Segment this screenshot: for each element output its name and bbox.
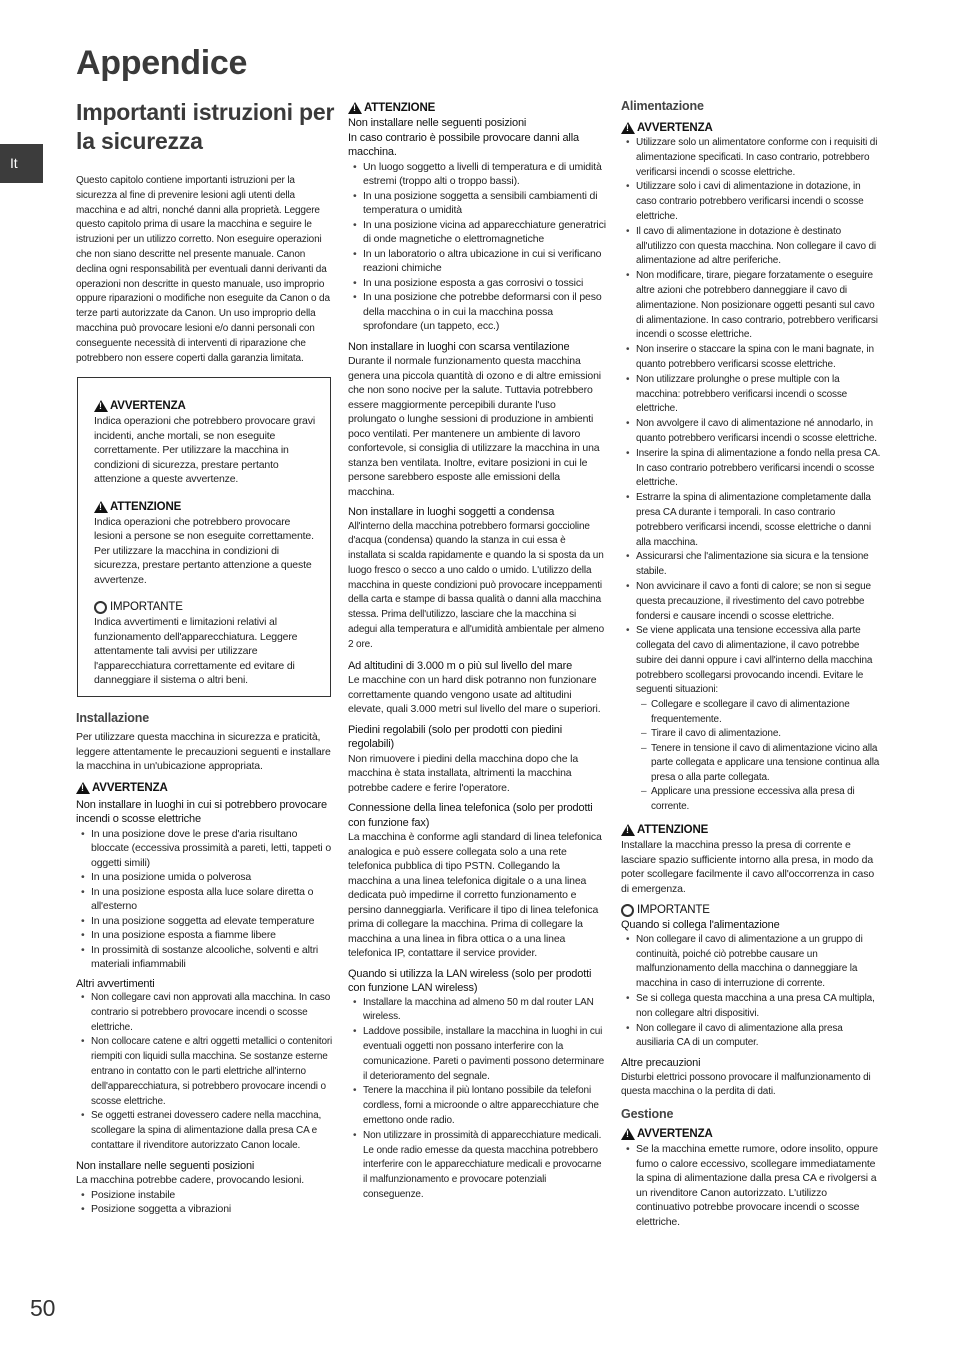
tel-text: La macchina è conforme agli standard di linea telefonica analogica e può essere collegata solo a una rete telefonica pubblica di tipo PSTN. Collegando la macchina a una linea telefonica digitale o a una linea dedicata può impedirne il corretto funzionamento e persino danneggiarla. Verificare il tipo di linea telefonica prima di collegare la macchina. Prima di collegare la macchina a una linea in fibra ottica o a una linea telefonica IP, contattare il service provider. [348,831,602,960]
list-item: • Non collegare il cavo di alimentazione a un gruppo di continuità, poiché ciò potrebbe causare un malfunzionamento della macchina o danneggiare la macchina in caso di interruzione di corrente. [621,933,881,992]
list-item: • Utilizzare solo un alimentatore conforme con i requisiti di alimentazione specificati. In caso contrario, potrebbero verificarsi incendi o scosse elettriche. [621,136,881,180]
vent-text: Durante il normale funzionamento questa macchina genera una piccola quantità di ozono e di altre emissioni che non sono nocive per la salute. Tuttavia potrebbero essere maggiormente percepibili durante l'uso prolungato o lunghe sessioni di produzione in ambienti poco ventilati. Per mantenere un ambiente di lavoro confortevole, si consiglia di utilizzare la macchina in una stanza ben ventilata. Inoltre, evitare posizioni in cui le persone sarebbero esposte alle emissioni della macchina. [348,355,601,498]
altre-heading: Altre precauzioni [621,1057,701,1070]
language-tab[interactable]: It [0,144,43,183]
altri-heading: Altri avvertimenti [76,977,155,990]
alimentazione-heading: Alimentazione [621,99,704,113]
list-item: • In un laboratorio o altra ubicazione in cui si verificano reazioni chimiche [348,247,606,276]
imp-list [621,933,881,1051]
piedi-text: Non rimuovere i piedini della macchina dopo che la macchina è stata installata, altrimenti la macchina potrebbe cadere e ferire l'operatore. [348,752,579,794]
section-title: Importanti istruzioni per la sicurezza [76,99,335,154]
legend-important-heading: IMPORTANTE [94,599,318,615]
noinst-text: La macchina potrebbe cadere, provocando lesioni. [76,1174,305,1187]
caution-icon [94,501,108,513]
cond-text: All'interno della macchina potrebbero formarsi goccioline d'acqua (condensa) quando la stanza in cui essa è installata si scalda rapidamente e quando la si sposta da un luogo fresco o secco a uno caldo o umido. L'utilizzo della macchina in queste condizioni può provocare inceppamenti della carta e stampe di bassa qualità o danni alla macchina stessa. Prima dell'utilizzo, lasciare che la macchina si adegui alla temperatura e all'umidità ambientale per almeno 2 ore. [348,520,604,650]
list-item: • Non avvicinare il cavo a fonti di calore; se non si segue questa precauzione, il rivestimento del cavo potrebbe fondersi e causare incendi o scosse elettriche. [621,580,881,624]
list-item: • Assicurarsi che l'alimentazione sia sicura e la tensione stabile. [621,550,881,580]
installazione-text: Per utilizzare questa macchina in sicurezza e praticità, leggere attentamente le precauzioni seguenti e installare la macchina in un'ubicazione appropriata. [76,731,331,772]
gestione-heading: Gestione [621,1107,674,1122]
list-item: • In una posizione soggetta a sensibili cambiamenti di temperatura o umidità [348,189,606,218]
col1-warning-heading: ! AVVERTENZA [76,780,334,796]
list-item: • Se viene applicata una tensione eccessiva alla parte collegata del cavo di alimentazione, il cavo potrebbe subire dei danni oppure i cavi all'interno della macchina potrebbero scollegarsi provocando incendi. Evitare le seguenti situazioni: [621,624,881,698]
legend-caution-heading: ! ATTENZIONE [94,499,318,515]
vent-heading: Non installare in luoghi con scarsa ventilazione [348,340,570,353]
col2-caution-list [348,160,606,334]
warning-icon [621,1128,635,1140]
col3-caution-heading: ! ATTENZIONE [621,822,881,838]
col1-warning-lead: Non installare in luoghi in cui si potrebbero provocare incendi o scosse elettriche [76,798,328,825]
list-item: • Se oggetti estranei dovessero cadere nella macchina, scollegare la spina di alimentazione dalla presa CA e contattare il rivenditore autorizzato Canon locale. [76,1109,334,1153]
list-item: • In una posizione umida o polverosa [76,870,334,885]
caution-icon [348,102,362,114]
list-item: • Se la macchina emette rumore, odore insolito, oppure fumo o calore eccessivo, scollegare immediatamente la spina di alimentazione dalla presa CA e rivolgersi a un rivenditore Canon autorizzato. L'utilizzo continuativo potrebbe provocare incendi o scosse elettriche. [621,1142,881,1229]
legend-box [77,377,331,697]
list-item: – Tirare il cavo di alimentazione. [636,727,881,742]
column-2 [348,94,606,1244]
list-item: – Collegare e scollegare il cavo di alimentazione frequentemente. [636,698,881,727]
legend-warning-text: Indica operazioni che potrebbero provocare gravi incidenti, anche mortali, se non eseguite correttamente. Per utilizzare la macchina in condizioni di sicurezza, prestare pertanto attenzione a queste avvertenze. [94,415,316,485]
list-item: • Non avvolgere il cavo di alimentazione né annodarlo, in quanto potrebbero verificarsi incendi o scosse elettriche. [621,417,881,447]
important-icon [94,601,107,614]
list-item: • Non collegare il cavo di alimentazione alla presa ausiliaria CA di un computer. [621,1022,881,1052]
list-item: • Se si collega questa macchina a una presa CA multipla, non collegare altri dispositivi. [621,992,881,1022]
list-item: • In prossimità di sostanze alcooliche, solventi e altri materiali infiammabili [76,943,334,972]
list-item: • In una posizione dove le prese d'aria risultano bloccate (eccessiva prossimità a pareti, letti, tappeti o oggetti simili) [76,827,334,871]
alt-heading: Ad altitudini di 3.000 m o più sul livello del mare [348,659,573,672]
col3-warning-heading: ! AVVERTENZA [621,120,881,136]
altre-text: Disturbi elettrici possono provocare il malfunzionamento di questa macchina o la perdita di dati. [621,1071,871,1098]
alim-list [621,136,881,698]
legend-caution-text: Indica operazioni che potrebbero provocare lesioni a persone se non eseguite correttamente. Per utilizzare la macchina in condizioni di sicurezza, prestare pertanto attenzione a queste avvertenze. [94,515,314,586]
altri-list [76,991,334,1154]
list-item: • Tenere la macchina il più lontano possibile da telefoni cordless, forni a microonde o altre apparecchiature che emettono onde radio. [348,1084,606,1128]
page-title: Appendice [76,44,248,82]
list-item: • In una posizione esposta a fiamme libere [76,928,334,943]
list-item: • Installare la macchina ad almeno 50 m dal router LAN wireless. [348,996,606,1026]
gest-list [621,1142,881,1229]
list-item: • Non utilizzare prolunghe o prese multiple con la macchina: potrebbero verificarsi incendi o scosse elettriche. [621,373,881,417]
col1-warning-list [76,827,334,972]
list-item: • Non collocare catene e altri oggetti metallici o contenitori riempiti con liquidi sulla macchina. Se sostanze esterne entrano in contatto con le parti elettriche all'interno dell'apparecchiatura, si potrebbero provocare incendi o scosse elettriche. [76,1035,334,1109]
list-item: • In una posizione esposta alla luce solare diretta o all'esterno [76,885,334,914]
lan-list [348,996,606,1203]
col2-caution-heading: ! ATTENZIONE [348,100,606,116]
column-3 [621,92,881,1282]
noinst-list [76,1188,334,1217]
list-item: • Non utilizzare in prossimità di apparecchiature medicali. Le onde radio emesse da questa macchina potrebbero interferire con le apparecchiature medicali e provocarne il malfunzionamento e provocare potenziali conseguenze. [348,1129,606,1203]
imp-lead: Quando si collega l'alimentazione [621,919,780,932]
list-item: • Non modificare, tirare, piegare forzatamente o eseguire altre azioni che potrebbero danneggiare il cavo di alimentazione. Non posizionare oggetti pesanti sul cavo di alimentazione. In caso contrario, potrebbero verificarsi incendi o scosse elettriche. [621,269,881,343]
list-item: • In una posizione che potrebbe deformarsi con il peso della macchina o in cui la macchina possa sprofondare (un tappeto, ecc.) [348,290,606,334]
col3-caution-text: Installare la macchina presso la presa di corrente e lasciare spazio sufficiente intorno alla presa, in modo da poter scollegare facilmente il cavo all'occorrenza in caso di emergenza. [621,839,875,895]
piedi-heading: Piedini regolabili (solo per prodotti con piedini regolabili) [348,723,563,751]
list-item: • Estrarre la spina di alimentazione completamente dalla presa CA durante i temporali. In caso contrario potrebbero verificarsi incendi, scosse elettriche o danni alla macchina. [621,491,881,550]
list-item: • Laddove possibile, installare la macchina in luoghi in cui eventuali oggetti non possano interferire con la comunicazione. Pareti o pavimenti possono determinare il deterioramento del segnale. [348,1025,606,1084]
list-item: • Posizione soggetta a vibrazioni [76,1202,334,1217]
page-number: 50 [30,1295,56,1321]
tel-heading: Connessione della linea telefonica (solo per prodotti con funzione fax) [348,802,593,829]
warning-icon [76,782,90,794]
list-item: • In una posizione esposta a gas corrosivi o tossici [348,276,606,291]
list-item: • Non collegare cavi non approvati alla macchina. In caso contrario si potrebbero provocare incendi o scosse elettriche. [76,991,334,1035]
col2-caution-lead2: In caso contrario è possibile provocare danni alla macchina. [348,131,579,158]
col3-important-heading: IMPORTANTE [621,902,881,918]
warning-icon [94,400,108,412]
gest-warning-heading: ! AVVERTENZA [621,1126,881,1142]
col2-caution-lead1: Non installare nelle seguenti posizioni [348,117,527,129]
column-1-lower [76,704,334,1264]
list-item: • In una posizione vicina ad apparecchiature generatrici di onde magnetiche o elettromagnetiche [348,218,606,247]
important-icon [621,904,634,917]
caution-icon [621,824,635,836]
intro-text: Questo capitolo contiene importanti istruzioni per la sicurezza al fine di prevenire lesioni agli utenti della macchina e ad altri, nonché danni alla proprietà. Leggere questo capitolo prima di usare la macchina e seguire le istruzioni per un utilizzo corretto. Non eseguire operazioni che non siano descritte nel presente manuale. Canon declina ogni responsabilità per eventuali danni derivanti da operazioni non descritte in questo manuale, uso improprio oppure riparazioni o modifiche non eseguite da Canon o da terze parti autorizzate da Canon. Un uso improprio della macchina può provocare lesioni e/o danni personali con conseguente necessità di interventi di riparazione che potrebbero non essere coperti dalla garanzia limitata. [76,175,330,364]
list-item: • Non inserire o staccare la spina con le mani bagnate, in quanto potrebbero verificarsi scosse elettriche. [621,343,881,373]
legend-important-text: Indica avvertimenti e limitazioni relativi al funzionamento dell'apparecchiatura. Leggere attentamente tali avvisi per utilizzare l'apparecchiatura correttamente ed evitare di danneggiare il sistema o altri beni. [94,616,298,686]
dash-list [621,698,881,814]
list-item: • Posizione instabile [76,1188,334,1203]
list-item: – Applicare una pressione eccessiva alla presa di corrente. [636,785,881,814]
lan-heading: Quando si utilizza la LAN wireless (solo per prodotti con funzione LAN wireless) [348,967,592,995]
warning-icon [621,122,635,134]
list-item: • In una posizione soggetta ad elevate temperature [76,914,334,929]
list-item: • Utilizzare solo i cavi di alimentazione in dotazione, in caso contrario potrebbero verificarsi incendi o scosse elettriche. [621,180,881,224]
list-item: • Un luogo soggetto a livelli di temperatura e di umidità estremi (troppo alti o troppo bassi). [348,160,606,189]
installazione-heading: Installazione [76,711,150,725]
noinst-heading: Non installare nelle seguenti posizioni [76,1159,255,1172]
list-item: • Inserire la spina di alimentazione a fondo nella presa CA. In caso contrario potrebbero verificarsi incendi o scosse elettriche. [621,447,881,491]
legend-warning-heading: ! AVVERTENZA [94,398,318,414]
list-item: • Il cavo di alimentazione in dotazione è destinato all'utilizzo con questa macchina. Non collegare il cavo di alimentazione ad altre periferiche. [621,225,881,269]
cond-heading: Non installare in luoghi soggetti a condensa [348,506,555,518]
alt-text: Le macchine con un hard disk potranno non funzionare correttamente quando vengono usate ad altitudini elevate, quali 3.000 metri sul livello del mare o superiori. [348,674,601,716]
list-item: – Tenere in tensione il cavo di alimentazione vicino alla parte collegata e applicare una tensione continua alla presa o alla parte collegata. [636,742,881,786]
